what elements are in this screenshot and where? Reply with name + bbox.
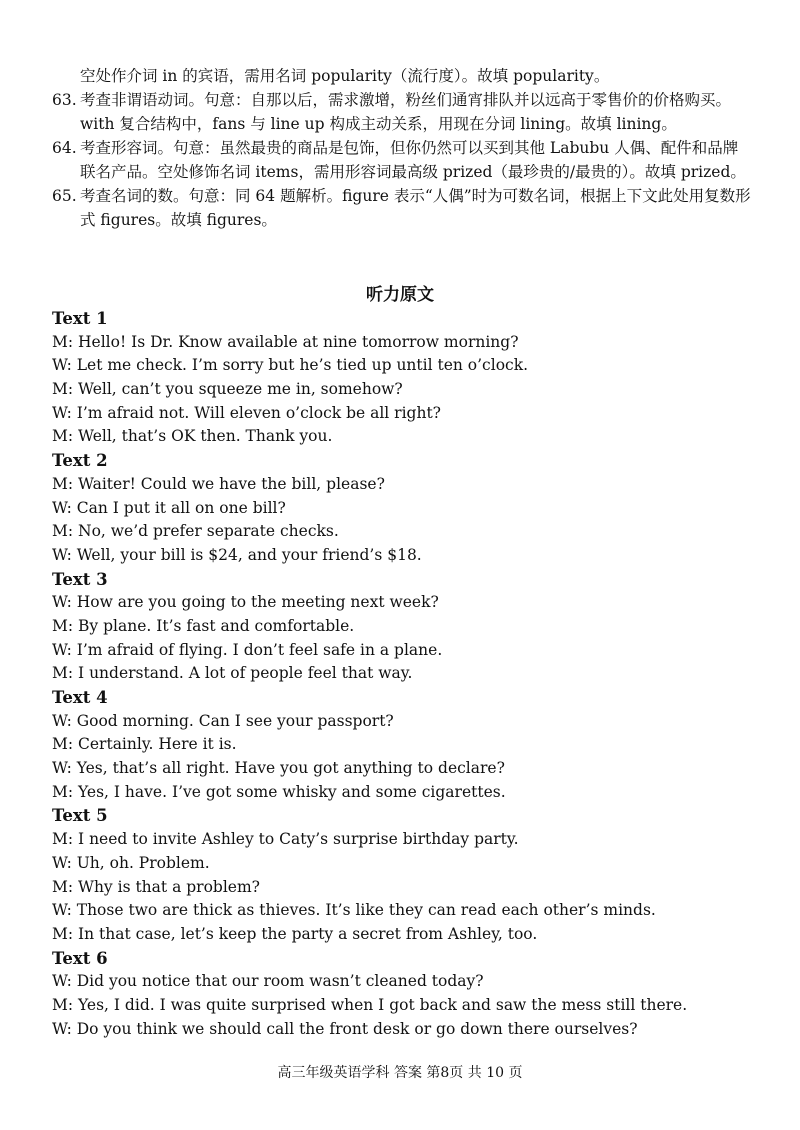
dialogue-line: M: Yes, I did. I was quite surprised when I got back and saw the mess still there.: [52, 995, 688, 1014]
dialogue-line: M: Hello! Is Dr. Know available at nine tomorrow morning?: [52, 332, 519, 351]
explanation-text: 考查名词的数。句意：同 64 题解析。figure 表示“人偶”时为可数名词，根据上下文此处用复数形式 figures。故填 figures。: [80, 187, 751, 229]
text-block-3: [52, 568, 772, 686]
explanation-text: 考查非谓语动词。句意：自那以后，需求激增，粉丝们通宵排队并以远高于零售价的价格购买。with 复合结构中，fans 与 line up 构成主动关系，用现在分词 lining。故填 lining。: [80, 91, 732, 133]
text-block-1: [52, 307, 772, 449]
explanation-text: 考查形容词。句意：虽然最贵的商品是包饰，但你仍然可以买到其他 Labubu 人偶、配件和品牌联名产品。空处修饰名词 items，需用形容词最高级 prized（最珍贵的/最贵的）。故填 prized。: [80, 139, 746, 181]
dialogue-line: W: Good morning. Can I see your passport?: [52, 711, 394, 730]
question-number: 63.: [52, 91, 77, 109]
dialogue-line: M: I need to invite Ashley to Caty’s surprise birthday party.: [52, 830, 519, 849]
text-heading: Text 4: [52, 688, 108, 707]
text-block-6: [52, 947, 772, 1042]
dialogue-line: M: Well, that’s OK then. Thank you.: [52, 427, 333, 446]
answer-explanations: [52, 64, 752, 232]
dialogue-line: W: Do you think we should call the front desk or go down there ourselves?: [52, 1019, 638, 1038]
text-heading: Text 1: [52, 309, 108, 328]
explanation-continuation: [52, 64, 752, 88]
dialogue-line: W: Those two are thick as thieves. It’s like they can read each other’s minds.: [52, 901, 656, 920]
dialogue-line: W: Can I put it all on one bill?: [52, 498, 286, 517]
page-footer: 高三年级英语学科 答案 第8页 共 10 页: [277, 1065, 523, 1081]
section-title: 听力原文: [366, 285, 434, 305]
dialogue-line: W: Yes, that’s all right. Have you got anything to declare?: [52, 759, 505, 778]
dialogue-line: W: Well, your bill is $24, and your friend’s $18.: [52, 545, 422, 564]
dialogue-line: M: I understand. A lot of people feel that way.: [52, 664, 413, 683]
listening-transcript: [52, 307, 772, 1041]
dialogue-line: M: By plane. It’s fast and comfortable.: [52, 616, 355, 635]
text-heading: Text 6: [52, 948, 108, 968]
dialogue-line: M: In that case, let’s keep the party a secret from Ashley, too.: [52, 924, 538, 943]
dialogue-line: W: How are you going to the meeting next week?: [52, 593, 439, 612]
dialogue-line: M: Why is that a problem?: [52, 877, 260, 896]
text-heading: Text 3: [52, 569, 108, 589]
text-block-2: [52, 449, 772, 567]
explanation-text: 空处作介词 in 的宾语，需用名词 popularity（流行度）。故填 popularity。: [80, 67, 610, 85]
dialogue-line: M: Certainly. Here it is.: [52, 735, 237, 754]
text-block-4: [52, 686, 772, 804]
dialogue-line: M: Yes, I have. I’ve got some whisky and some cigarettes.: [52, 782, 506, 801]
text-block-5: [52, 804, 772, 946]
dialogue-line: M: No, we’d prefer separate checks.: [52, 522, 339, 541]
question-number: 64.: [52, 139, 77, 157]
dialogue-line: M: Well, can’t you squeeze me in, somehow?: [52, 380, 403, 399]
dialogue-line: W: Did you notice that our room wasn’t cleaned today?: [52, 972, 484, 991]
dialogue-line: M: Waiter! Could we have the bill, please?: [52, 474, 385, 493]
dialogue-line: W: I’m afraid not. Will eleven o’clock be all right?: [52, 403, 441, 422]
explanation-63: [52, 88, 752, 136]
dialogue-line: W: Uh, oh. Problem.: [52, 853, 210, 872]
dialogue-line: W: Let me check. I’m sorry but he’s tied up until ten o’clock.: [52, 356, 529, 375]
explanation-64: [52, 136, 752, 184]
explanation-65: [52, 184, 752, 232]
text-heading: Text 2: [52, 451, 108, 471]
text-heading: Text 5: [52, 806, 108, 826]
question-number: 65.: [52, 187, 77, 205]
dialogue-line: W: I’m afraid of flying. I don’t feel safe in a plane.: [52, 640, 443, 659]
